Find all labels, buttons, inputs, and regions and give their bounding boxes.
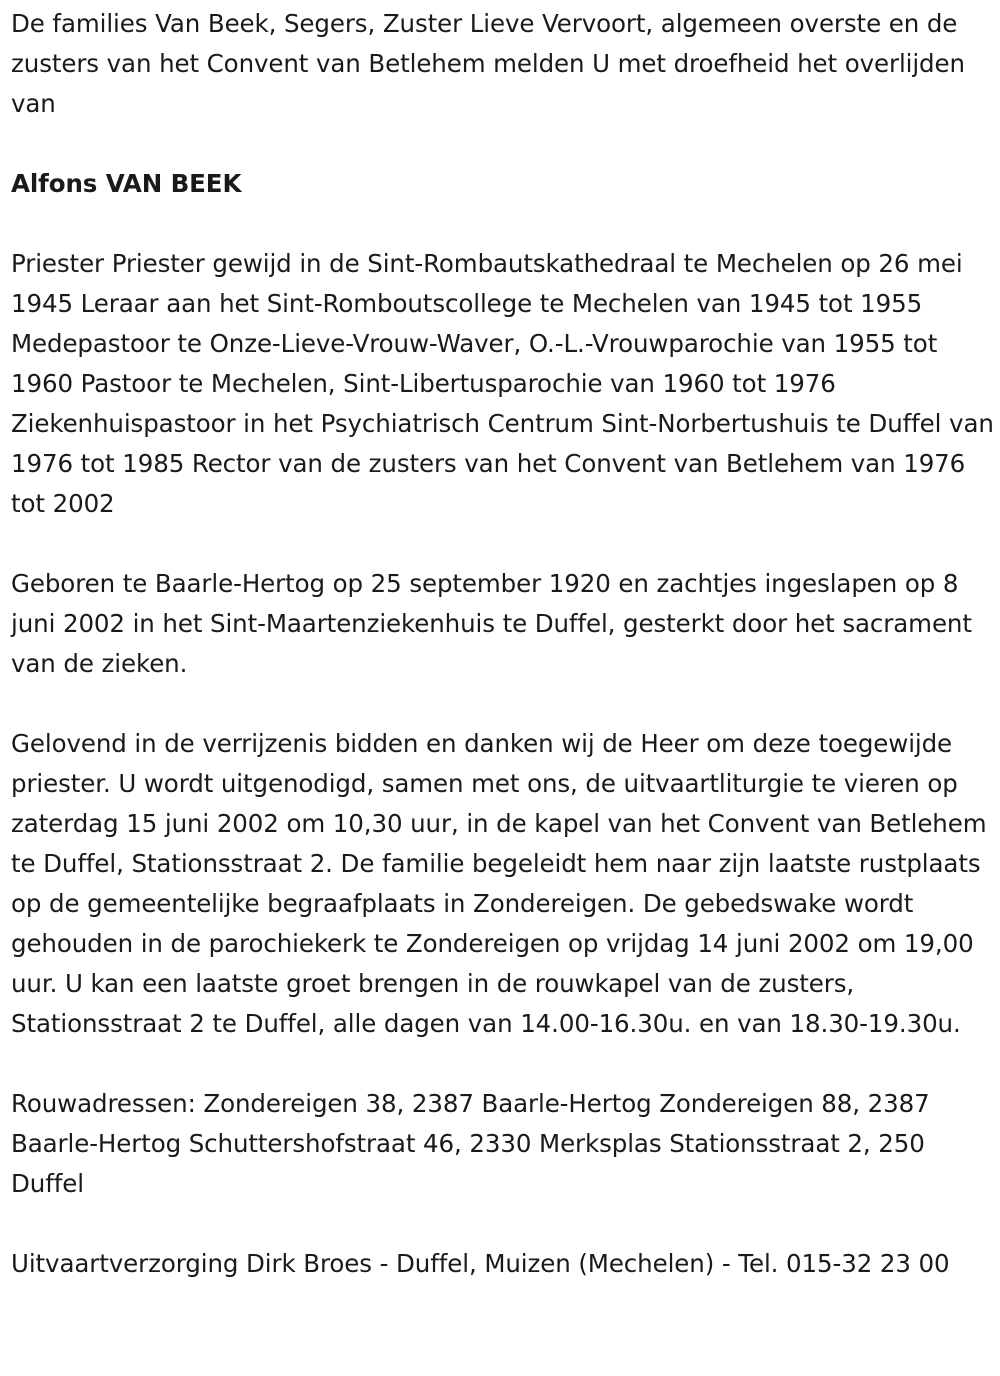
deceased-name: Alfons VAN BEEK bbox=[11, 169, 242, 198]
undertaker-paragraph: Uitvaartverzorging Dirk Broes - Duffel, Muizen (Mechelen) - Tel. 015-32 23 00 bbox=[11, 1249, 950, 1278]
intro-paragraph: De families Van Beek, Segers, Zuster Lieve Vervoort, algemeen overste en de zusters van het Convent van Betlehem melden U met droefheid het overlijden van bbox=[11, 9, 965, 118]
career-paragraph: Priester Priester gewijd in de Sint-Rombautskathedraal te Mechelen op 26 mei 1945 Leraar aan het Sint-Romboutscollege te Mechelen van 1945 tot 1955 Medepastoor te Onze-Lieve-Vrouw-Waver, O.-L.-Vrouwparochie van 1955 tot 1960 Pastoor te Mechelen, Sint-Libertusparochie van 1960 tot 1976 Ziekenhuispastoor in het Psychiatrisch Centrum Sint-Norbertushuis te Duffel van 1976 tot 1985 Rector van de zusters van het Convent van Betlehem van 1976 tot 2002 bbox=[11, 249, 994, 518]
birth-death-paragraph: Geboren te Baarle-Hertog op 25 september 1920 en zachtjes ingeslapen op 8 juni 2002 in het Sint-Maartenziekenhuis te Duffel, gesterkt door het sacrament van de zieken. bbox=[11, 569, 972, 678]
addresses-paragraph: Rouwadressen: Zondereigen 38, 2387 Baarle-Hertog Zondereigen 88, 2387 Baarle-Hertog Schuttershofstraat 46, 2330 Merksplas Stationsstraat 2, 250 Duffel bbox=[11, 1089, 930, 1198]
funeral-paragraph: Gelovend in de verrijzenis bidden en danken wij de Heer om deze toegewijde priester. U wordt uitgenodigd, samen met ons, de uitvaartliturgie te vieren op zaterdag 15 juni 2002 om 10,30 uur, in de kapel van het Convent van Betlehem te Duffel, Stationsstraat 2. De familie begeleidt hem naar zijn laatste rustplaats op de gemeentelijke begraafplaats in Zondereigen. De gebedswake wordt gehouden in de parochiekerk te Zondereigen op vrijdag 14 juni 2002 om 19,00 uur. U kan een laatste groet brengen in de rouwkapel van de zusters, Stationsstraat 2 te Duffel, alle dagen van 14.00-16.30u. en van 18.30-19.30u. bbox=[11, 729, 987, 1038]
obituary-document bbox=[11, 4, 996, 1284]
